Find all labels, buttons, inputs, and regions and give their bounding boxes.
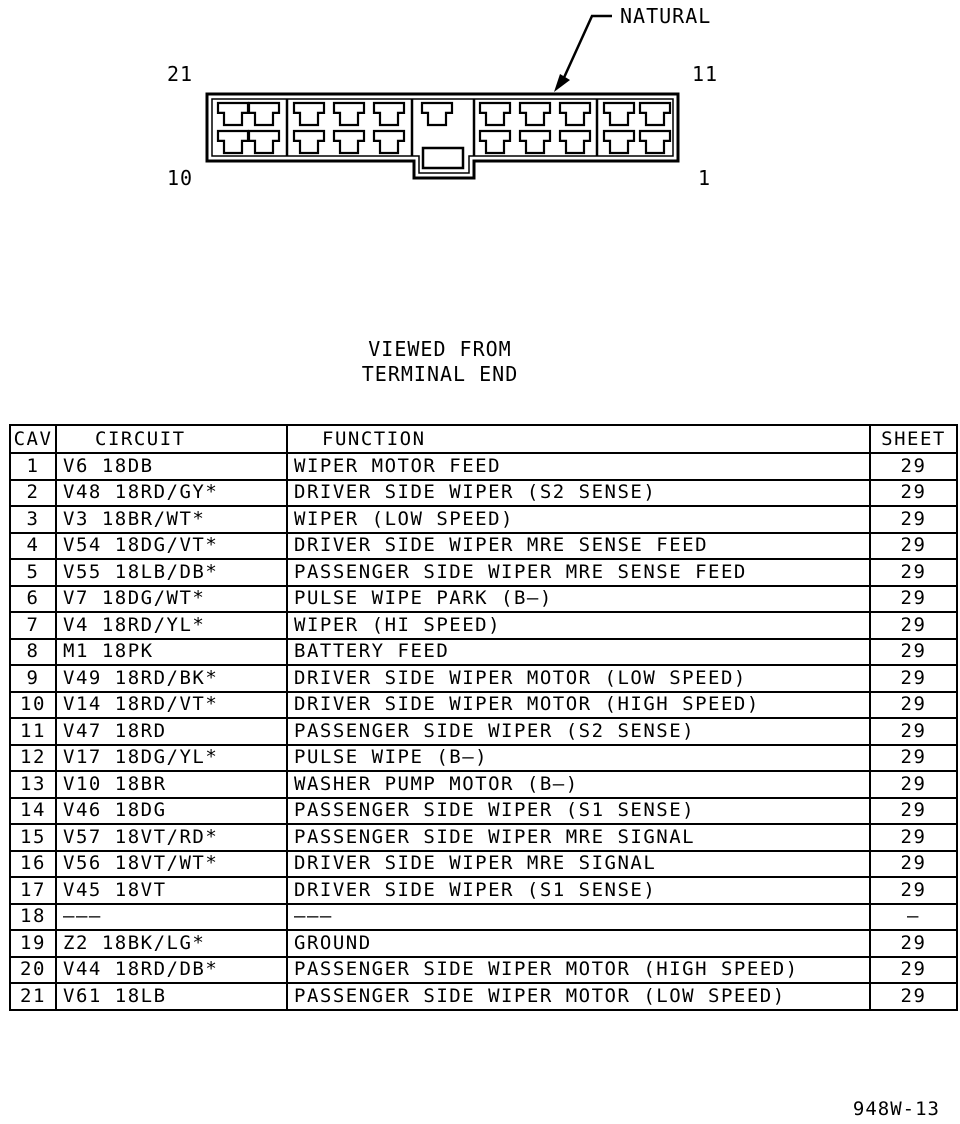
circuit-cell: V57 18VT/RD* bbox=[56, 824, 287, 851]
cavity-bottom-3 bbox=[294, 131, 324, 153]
sheet-cell: 29 bbox=[870, 824, 957, 851]
drawing-code: 948W-13 bbox=[852, 1098, 940, 1120]
function-cell: PULSE WIPE (B—) bbox=[287, 745, 870, 772]
table-row bbox=[10, 983, 957, 1010]
cav-cell: 13 bbox=[10, 771, 56, 798]
view-caption-line1: VIEWED FROM bbox=[368, 337, 512, 361]
function-cell: WIPER (HI SPEED) bbox=[287, 612, 870, 639]
cav-cell: 18 bbox=[10, 904, 56, 931]
table-row bbox=[10, 692, 957, 719]
cav-cell: 9 bbox=[10, 665, 56, 692]
pinout-table-body bbox=[10, 453, 957, 1010]
table-row bbox=[10, 586, 957, 613]
function-cell: DRIVER SIDE WIPER MOTOR (HIGH SPEED) bbox=[287, 692, 870, 719]
function-cell: PASSENGER SIDE WIPER (S2 SENSE) bbox=[287, 718, 870, 745]
cavity-top-3 bbox=[294, 103, 324, 125]
connector-diagram bbox=[0, 0, 960, 330]
circuit-cell: V17 18DG/YL* bbox=[56, 745, 287, 772]
view-caption bbox=[300, 337, 580, 387]
circuit-cell: V47 18RD bbox=[56, 718, 287, 745]
sheet-cell: 29 bbox=[870, 957, 957, 984]
cav-cell: 16 bbox=[10, 851, 56, 878]
cav-cell: 14 bbox=[10, 798, 56, 825]
table-row bbox=[10, 957, 957, 984]
table-row bbox=[10, 798, 957, 825]
sheet-cell: 29 bbox=[870, 453, 957, 480]
function-cell: WASHER PUMP MOTOR (B—) bbox=[287, 771, 870, 798]
table-row bbox=[10, 480, 957, 507]
table-row bbox=[10, 851, 957, 878]
pin-label-21: 21 bbox=[167, 62, 194, 86]
function-cell: DRIVER SIDE WIPER (S2 SENSE) bbox=[287, 480, 870, 507]
circuit-cell: M1 18PK bbox=[56, 639, 287, 666]
cavity-bottom-4 bbox=[334, 131, 364, 153]
cav-cell: 6 bbox=[10, 586, 56, 613]
pin-label-10: 10 bbox=[167, 166, 194, 190]
cavity-top-11 bbox=[640, 103, 670, 125]
table-row bbox=[10, 639, 957, 666]
circuit-cell: V46 18DG bbox=[56, 798, 287, 825]
circuit-cell: V48 18RD/GY* bbox=[56, 480, 287, 507]
sheet-cell: 29 bbox=[870, 771, 957, 798]
table-row bbox=[10, 559, 957, 586]
cav-cell: 7 bbox=[10, 612, 56, 639]
cav-cell: 17 bbox=[10, 877, 56, 904]
function-cell: ——— bbox=[287, 904, 870, 931]
header-sheet: SHEET bbox=[870, 425, 957, 453]
function-cell: WIPER MOTOR FEED bbox=[287, 453, 870, 480]
cav-cell: 8 bbox=[10, 639, 56, 666]
header-circuit: CIRCUIT bbox=[56, 425, 287, 453]
cavity-top-10 bbox=[604, 103, 634, 125]
view-caption-line2: TERMINAL END bbox=[361, 362, 519, 386]
sheet-cell: 29 bbox=[870, 480, 957, 507]
header-cav: CAV bbox=[10, 425, 56, 453]
circuit-cell: V49 18RD/BK* bbox=[56, 665, 287, 692]
cavity-top-8 bbox=[520, 103, 550, 125]
function-cell: PULSE WIPE PARK (B—) bbox=[287, 586, 870, 613]
table-row bbox=[10, 771, 957, 798]
table-row bbox=[10, 533, 957, 560]
function-cell: PASSENGER SIDE WIPER MRE SENSE FEED bbox=[287, 559, 870, 586]
table-header-row bbox=[10, 425, 957, 453]
cav-cell: 11 bbox=[10, 718, 56, 745]
circuit-cell: V4 18RD/YL* bbox=[56, 612, 287, 639]
table-row bbox=[10, 745, 957, 772]
cav-cell: 19 bbox=[10, 930, 56, 957]
sheet-cell: 29 bbox=[870, 665, 957, 692]
sheet-cell: 29 bbox=[870, 586, 957, 613]
table-row bbox=[10, 904, 957, 931]
sheet-cell: 29 bbox=[870, 930, 957, 957]
sheet-cell: 29 bbox=[870, 612, 957, 639]
table-row bbox=[10, 877, 957, 904]
sheet-cell: 29 bbox=[870, 718, 957, 745]
function-cell: DRIVER SIDE WIPER MRE SENSE FEED bbox=[287, 533, 870, 560]
cavity-top-7 bbox=[480, 103, 510, 125]
pinout-table bbox=[9, 424, 958, 1011]
function-cell: PASSENGER SIDE WIPER (S1 SENSE) bbox=[287, 798, 870, 825]
sheet-cell: 29 bbox=[870, 851, 957, 878]
cavity-bottom-6 bbox=[480, 131, 510, 153]
cavity-top-2 bbox=[249, 103, 279, 125]
sheet-cell: 29 bbox=[870, 533, 957, 560]
table-row bbox=[10, 930, 957, 957]
function-cell: GROUND bbox=[287, 930, 870, 957]
cavity-bottom-8 bbox=[560, 131, 590, 153]
circuit-cell: V3 18BR/WT* bbox=[56, 506, 287, 533]
circuit-cell: V54 18DG/VT* bbox=[56, 533, 287, 560]
function-cell: PASSENGER SIDE WIPER MOTOR (LOW SPEED) bbox=[287, 983, 870, 1010]
circuit-cell: V55 18LB/DB* bbox=[56, 559, 287, 586]
cav-cell: 3 bbox=[10, 506, 56, 533]
circuit-cell: V7 18DG/WT* bbox=[56, 586, 287, 613]
circuit-cell: ——— bbox=[56, 904, 287, 931]
cavity-bottom-10 bbox=[640, 131, 670, 153]
connector-body bbox=[207, 94, 678, 178]
cavity-top-4 bbox=[334, 103, 364, 125]
sheet-cell: 29 bbox=[870, 877, 957, 904]
table-row bbox=[10, 665, 957, 692]
circuit-cell: Z2 18BK/LG* bbox=[56, 930, 287, 957]
cavity-top-6 bbox=[422, 103, 452, 125]
circuit-cell: V10 18BR bbox=[56, 771, 287, 798]
function-cell: DRIVER SIDE WIPER MOTOR (LOW SPEED) bbox=[287, 665, 870, 692]
sheet-cell: 29 bbox=[870, 983, 957, 1010]
natural-arrow-head bbox=[554, 74, 570, 92]
cav-cell: 12 bbox=[10, 745, 56, 772]
cavity-bottom-9 bbox=[604, 131, 634, 153]
header-function: FUNCTION bbox=[287, 425, 870, 453]
sheet-cell: — bbox=[870, 904, 957, 931]
circuit-cell: V45 18VT bbox=[56, 877, 287, 904]
circuit-cell: V44 18RD/DB* bbox=[56, 957, 287, 984]
cav-cell: 5 bbox=[10, 559, 56, 586]
circuit-cell: V6 18DB bbox=[56, 453, 287, 480]
cav-cell: 2 bbox=[10, 480, 56, 507]
table-row bbox=[10, 453, 957, 480]
cavity-top-1 bbox=[218, 103, 248, 125]
circuit-cell: V14 18RD/VT* bbox=[56, 692, 287, 719]
cav-cell: 10 bbox=[10, 692, 56, 719]
sheet-cell: 29 bbox=[870, 559, 957, 586]
pin-label-11: 11 bbox=[692, 62, 719, 86]
circuit-cell: V61 18LB bbox=[56, 983, 287, 1010]
function-cell: WIPER (LOW SPEED) bbox=[287, 506, 870, 533]
cav-cell: 1 bbox=[10, 453, 56, 480]
function-cell: PASSENGER SIDE WIPER MRE SIGNAL bbox=[287, 824, 870, 851]
function-cell: DRIVER SIDE WIPER MRE SIGNAL bbox=[287, 851, 870, 878]
cavity-top-9 bbox=[560, 103, 590, 125]
cavity-bottom-7 bbox=[520, 131, 550, 153]
function-cell: BATTERY FEED bbox=[287, 639, 870, 666]
natural-label: NATURAL bbox=[620, 4, 712, 28]
cavity-top-5 bbox=[374, 103, 404, 125]
natural-leader-line bbox=[562, 16, 612, 82]
pin-label-1: 1 bbox=[698, 166, 712, 190]
cav-cell: 4 bbox=[10, 533, 56, 560]
function-cell: DRIVER SIDE WIPER (S1 SENSE) bbox=[287, 877, 870, 904]
cav-cell: 15 bbox=[10, 824, 56, 851]
sheet-cell: 29 bbox=[870, 692, 957, 719]
table-row bbox=[10, 506, 957, 533]
cavity-bottom-2 bbox=[249, 131, 279, 153]
function-cell: PASSENGER SIDE WIPER MOTOR (HIGH SPEED) bbox=[287, 957, 870, 984]
cav-cell: 20 bbox=[10, 957, 56, 984]
cavity-bottom-5 bbox=[374, 131, 404, 153]
table-row bbox=[10, 718, 957, 745]
sheet-cell: 29 bbox=[870, 798, 957, 825]
table-row bbox=[10, 824, 957, 851]
sheet-cell: 29 bbox=[870, 639, 957, 666]
circuit-cell: V56 18VT/WT* bbox=[56, 851, 287, 878]
cav-cell: 21 bbox=[10, 983, 56, 1010]
sheet-cell: 29 bbox=[870, 506, 957, 533]
sheet-cell: 29 bbox=[870, 745, 957, 772]
table-row bbox=[10, 612, 957, 639]
cavity-bottom-1 bbox=[218, 131, 248, 153]
connector-key-slot bbox=[423, 148, 463, 168]
